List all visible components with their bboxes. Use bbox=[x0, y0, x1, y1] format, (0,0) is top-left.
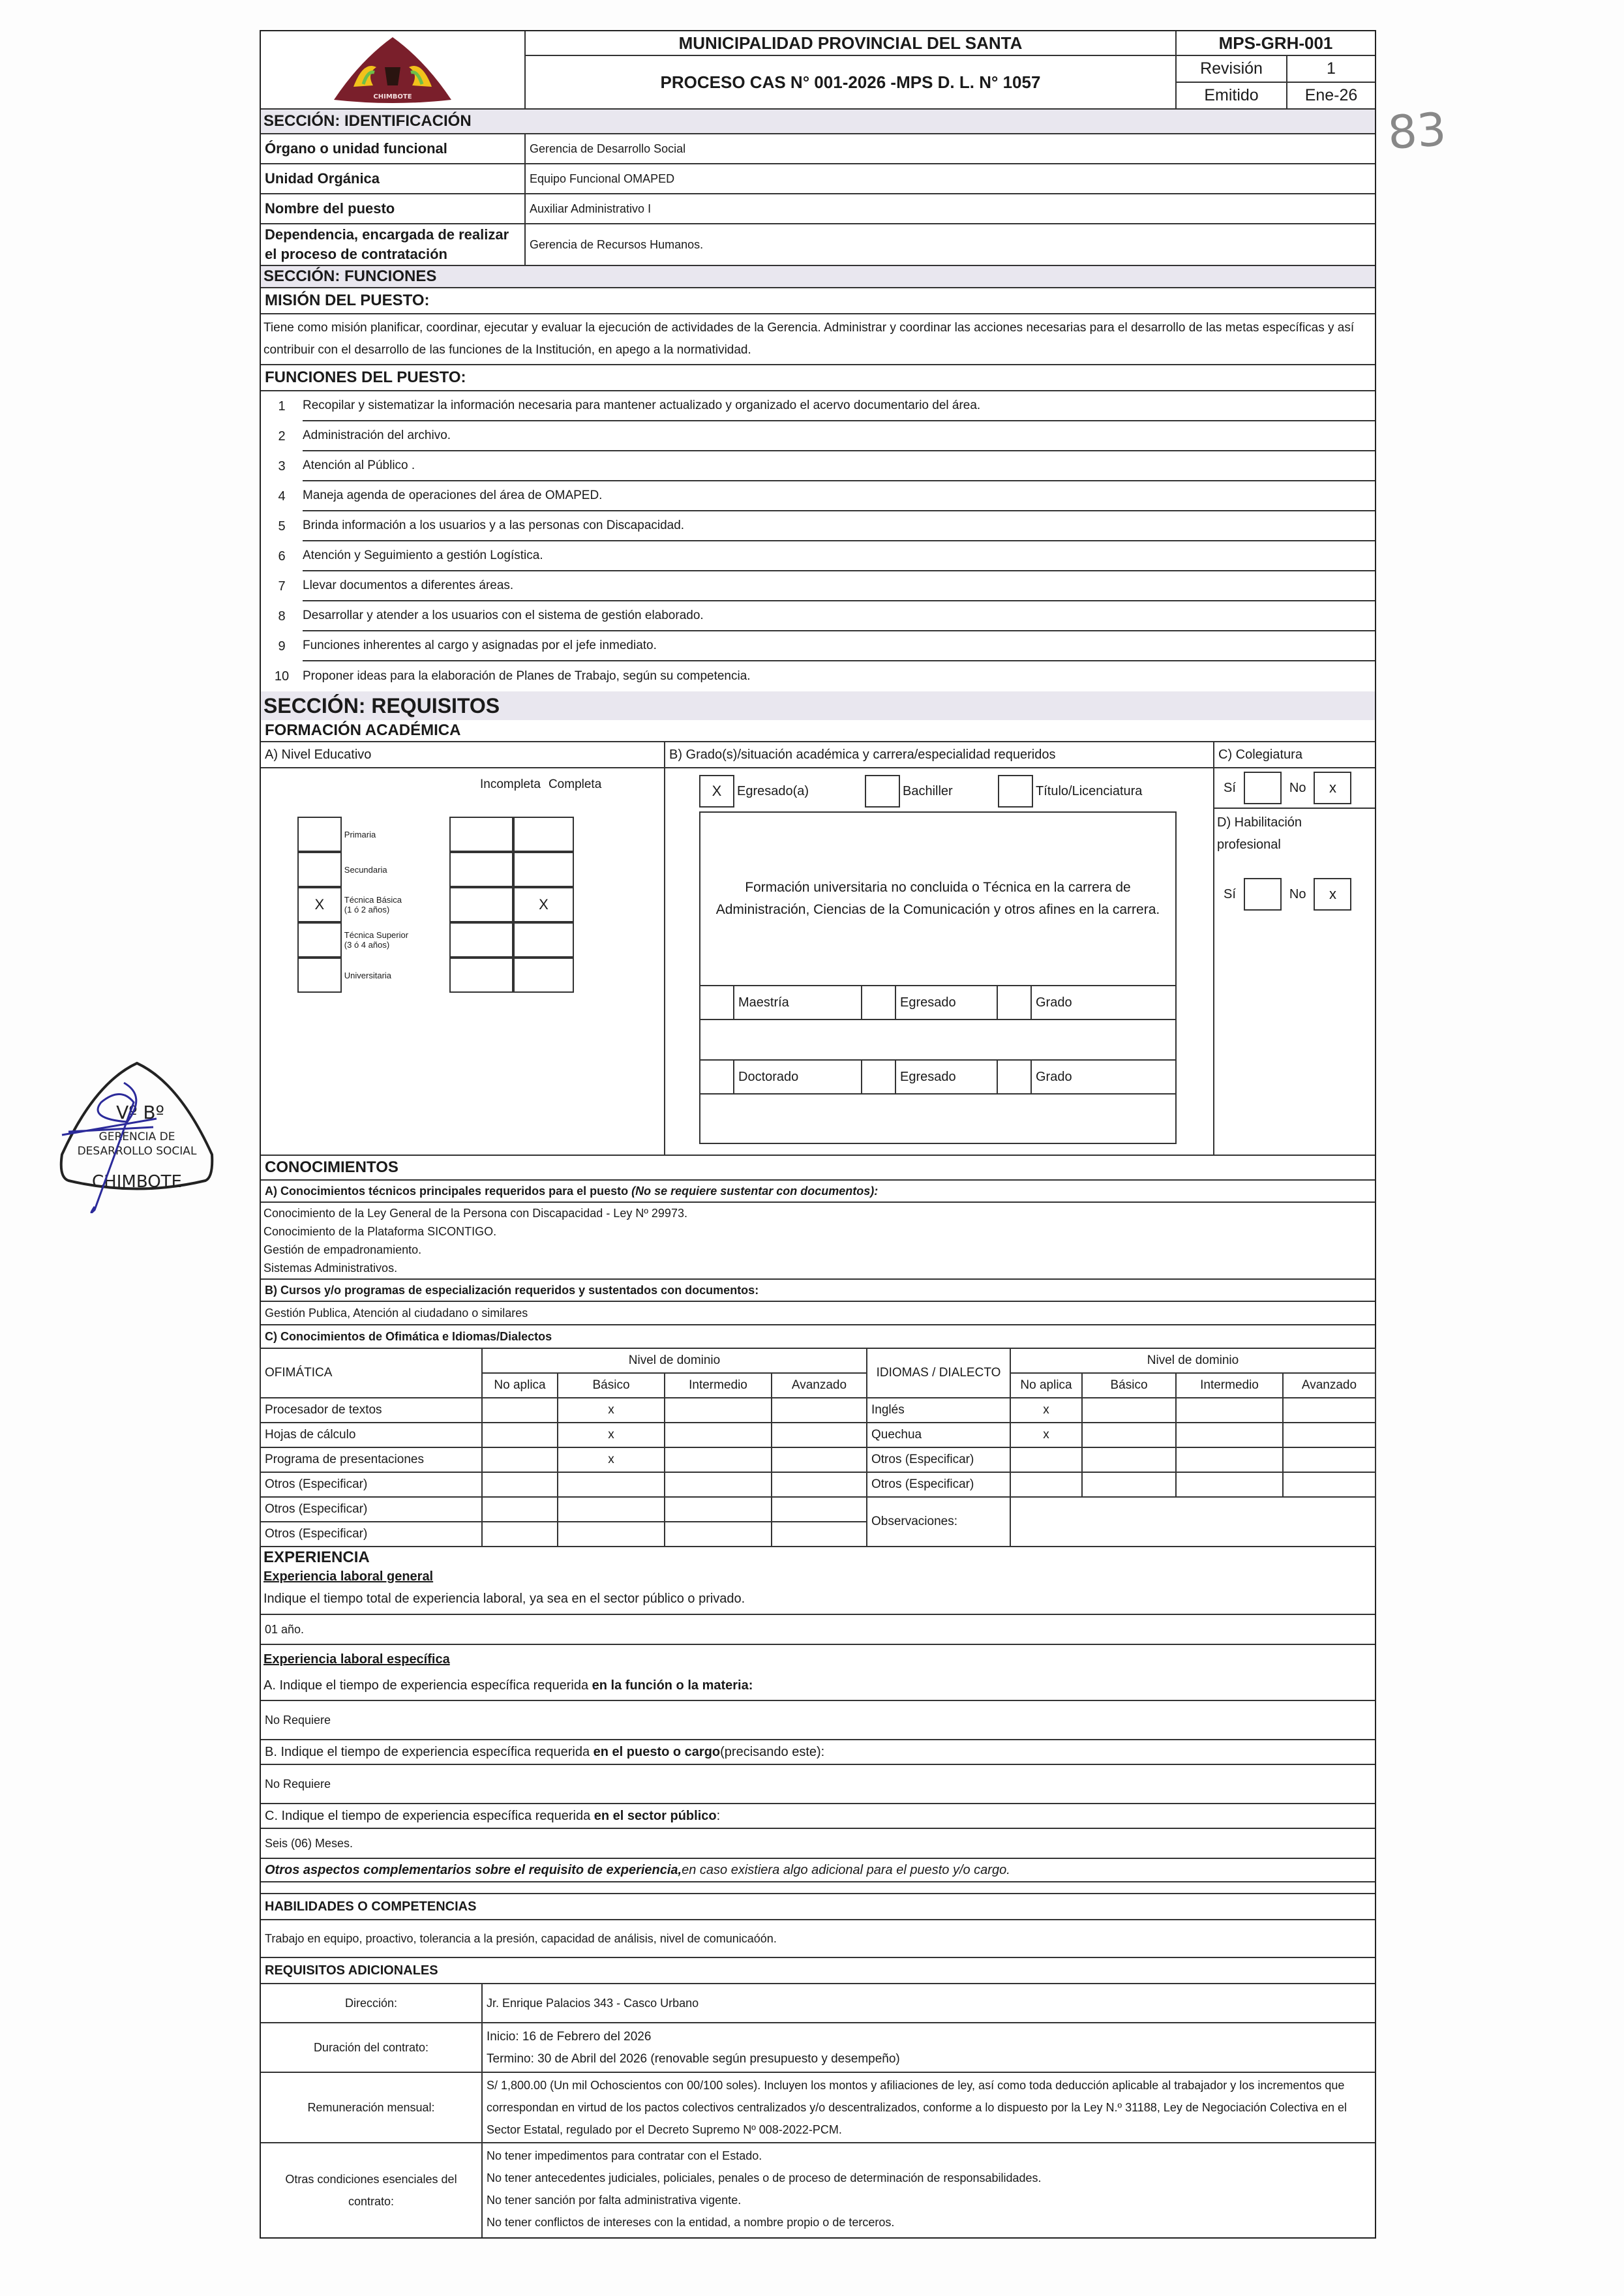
incompleta-checkbox[interactable] bbox=[449, 922, 513, 958]
adicionales-title: REQUISITOS ADICIONALES bbox=[265, 1963, 438, 1978]
table-row: Otros (Especificar) bbox=[260, 1522, 1376, 1547]
duracion-termino: Termino: 30 de Abril del 2026 (renovable según presupuesto y desempeño) bbox=[487, 2052, 900, 2066]
doctorado-field[interactable] bbox=[700, 1093, 1175, 1143]
doc-code: MPS-GRH-001 bbox=[1177, 31, 1375, 56]
incompleta-checkbox[interactable] bbox=[449, 852, 513, 887]
issued-value: Ene-26 bbox=[1304, 86, 1358, 104]
mision-text: Tiene como misión planificar, coordinar, ejecutar y evaluar la ejecución de actividades de la Gerencia. Administrar y coordinar las acciones necesarias para el desarrollo de las metas específicas y así contribuir con el desarrollo de las funciones de la Institución, en apego a la normatividad. bbox=[263, 321, 1355, 357]
id-row-value: Equipo Funcional OMAPED bbox=[530, 172, 675, 185]
process-title: PROCESO CAS N° 001-2026 -MPS D. L. N° 1057 bbox=[660, 72, 1041, 92]
section-funciones: SECCIÓN: FUNCIONES bbox=[261, 266, 1375, 288]
doctorado-egresado-checkbox[interactable] bbox=[862, 1061, 896, 1093]
formacion-headers bbox=[261, 742, 1375, 768]
nivel-checkbox[interactable]: X bbox=[297, 887, 342, 922]
completa-checkbox[interactable] bbox=[513, 852, 574, 887]
svg-text:GERENCIA DE: GERENCIA DE bbox=[98, 1130, 175, 1143]
funciones-title: FUNCIONES DEL PUESTO: bbox=[265, 369, 466, 386]
remuneracion-label: Remuneración mensual: bbox=[261, 2073, 483, 2142]
nivel-educativo-title: A) Nivel Educativo bbox=[265, 747, 372, 762]
svg-text:CHIMBOTE: CHIMBOTE bbox=[373, 93, 412, 100]
remuneracion-value: S/ 1,800.00 (Un mil Ochoscientos con 00/100 soles). Incluyen los montos y afiliaciones de ley, así como toda deducción aplicable al trabajador y los incrementos que correspondan en virtud de los pactos colectivos centralizados y/o descentralizados, conforme a lo dispuesto por la Ley N.º 31188, Ley de Negociación Colectiva en el Sector Estatal, regulado por el Decreto Supremo Nº 008-2022-PCM. bbox=[487, 2079, 1347, 2136]
nivel-checkbox[interactable] bbox=[297, 852, 342, 887]
otras-condiciones-list: No tener impedimentos para contratar con el Estado. No tener antecedentes judiciales, policiales, penales o de proceso de determinación de responsabilidades. No tener sanción por falta administrativa vigente. No tener conflictos de intereses con la entidad, a nombre propio o de terceros. bbox=[487, 2149, 1042, 2229]
funcion-item: 6 Atención y Seguimiento a gestión Logística. bbox=[261, 541, 1375, 571]
otras-condiciones-label: Otras condiciones esenciales del contrato: bbox=[261, 2143, 483, 2237]
conocimientos-title: CONOCIMIENTOS bbox=[265, 1158, 398, 1176]
id-row-value: Auxiliar Administrativo I bbox=[530, 202, 652, 215]
issued-label: Emitido bbox=[1177, 83, 1287, 108]
experiencia-a-value: No Requiere bbox=[265, 1713, 331, 1727]
col-completa: Completa bbox=[548, 778, 602, 791]
funcion-item: 4 Maneja agenda de operaciones del área de OMAPED. bbox=[261, 481, 1375, 511]
cursos-text: Gestión Publica, Atención al ciudadano o similares bbox=[265, 1306, 528, 1320]
revision-value: 1 bbox=[1327, 59, 1336, 78]
conocimientos-a-list: Conocimiento de la Ley General de la Persona con Discapacidad - Ley Nº 29973. Conocimiento de la Plataforma SICONTIGO. Gestión de empadronamiento. Sistemas Administrativos. bbox=[261, 1203, 1375, 1280]
id-row-label: Nombre del puesto bbox=[261, 194, 526, 223]
habilitacion-title: D) Habilitación profesional bbox=[1217, 815, 1302, 852]
experiencia-title: EXPERIENCIA bbox=[263, 1548, 370, 1566]
otros-aspectos-field[interactable] bbox=[261, 1882, 1375, 1894]
section-identificacion: SECCIÓN: IDENTIFICACIÓN bbox=[261, 110, 1375, 134]
funcion-item: 1 Recopilar y sistematizar la información necesaria para mantener actualizado y organizado el acervo documentario del área. bbox=[261, 391, 1375, 421]
colegiatura-no-checkbox[interactable]: x bbox=[1314, 772, 1351, 804]
maestria-checkbox[interactable] bbox=[700, 986, 734, 1019]
ofimatica-header: OFIMÁTICA bbox=[260, 1348, 482, 1398]
id-row-label: Unidad Orgánica bbox=[261, 164, 526, 193]
completa-checkbox[interactable] bbox=[513, 922, 574, 958]
otros-aspectos-title: Otros aspectos complementarios sobre el requisito de experiencia, bbox=[265, 1862, 682, 1877]
org-title: MUNICIPALIDAD PROVINCIAL DEL SANTA bbox=[526, 31, 1175, 56]
handwritten-page-number: 83 bbox=[1386, 102, 1448, 160]
section-requisitos: SECCIÓN: REQUISITOS bbox=[261, 691, 1375, 720]
colegiatura-si-checkbox[interactable] bbox=[1244, 772, 1282, 804]
experiencia-general-title: Experiencia laboral general bbox=[263, 1569, 434, 1584]
habilitacion-si-checkbox[interactable] bbox=[1244, 878, 1282, 911]
id-row-value: Gerencia de Desarrollo Social bbox=[530, 142, 686, 155]
funcion-item: 7 Llevar documentos a diferentes áreas. bbox=[261, 571, 1375, 601]
doctorado-checkbox[interactable] bbox=[700, 1061, 734, 1093]
formacion-title: FORMACIÓN ACADÉMICA bbox=[265, 721, 461, 739]
table-row: Otros (Especificar) Otros (Especificar) bbox=[260, 1472, 1376, 1497]
maestria-egresado-checkbox[interactable] bbox=[862, 986, 896, 1019]
nivel-checkbox[interactable] bbox=[297, 922, 342, 958]
duracion-label: Duración del contrato: bbox=[261, 2023, 483, 2072]
municipality-logo bbox=[261, 31, 526, 108]
table-row: Otros (Especificar) Observaciones: bbox=[260, 1497, 1376, 1522]
grado-panel: X Egresado(a) Bachiller Título/Licenciatura Formación universitaria no concluida o Técnica en la carrera de Administración, Ciencias de la Comunicación y otros afines en la carrera. Maestría Egresado Grado Doctorado Egresado Grado bbox=[664, 768, 1213, 1155]
funcion-item: 8 Desarrollar y atender a los usuarios con el sistema de gestión elaborado. bbox=[261, 601, 1375, 631]
habilidades-title: HABILIDADES O COMPETENCIAS bbox=[265, 1899, 477, 1914]
funciones-list bbox=[261, 391, 1375, 691]
funcion-item: 3 Atención al Público . bbox=[261, 451, 1375, 481]
table-row: Programa de presentaciones x Otros (Especificar) bbox=[260, 1447, 1376, 1472]
maestria-field[interactable] bbox=[700, 1019, 1175, 1059]
table-row: Procesador de textos x Inglés x bbox=[260, 1398, 1376, 1423]
job-profile-document: CHIMBOTE MUNICIPALIDAD PROVINCIAL DEL SANTA PROCESO CAS N° 001-2026 -MPS D. L. N° 1057 MPS-GRH-001 Revisión 1 Emitido Ene-26 SECCIÓN: IDENTIFICACIÓN Órgano o unidad funcional Gerencia de Desarrollo Social Unidad Orgánica Equipo Funcional OMAPED Nombre del puesto Auxiliar Administrativo I Dependencia, encargada de realizar el proceso de contratación Gerencia de Recursos Humanos. SECCIÓN: FUNCIONES MISIÓN DEL PUESTO: Tiene como misión planificar, coordinar, ejecutar y evaluar la ejecución de actividades de la Gerencia. Administrar y coordinar las acciones necesarias para el desarrollo de las metas específicas y así contribuir con el desarrollo de las funciones de la Institución, en apego a la normatividad. FUNCIONES DEL PUESTO: 1 Recopilar y sistematizar la información necesaria para mantener actualizado y organizado el acervo documentario del área. 2 Administración del archivo. 3 Atención al Público . 4 Maneja agenda de operaciones del área de OMAPED. 5 Brinda información a los usuarios y a las personas con Discapacidad. 6 Atención y Seguimiento a gestión Logística. 7 Llevar documentos a diferentes áreas. 8 Desarrollar y atender a los usuarios con el sistema de gestión elaborado. 9 Funciones inherentes al cargo y asignadas por el jefe inmediato. 10 Proponer ideas para la elaboración de Planes de Trabajo, según su competencia. SECCIÓN: REQUISITOS FORMACIÓN ACADÉMICA A) Nivel Educativo B) Grado(s)/situación académica y carrera/especialidad requeridos C) Colegiatura Incompleta Completa Primaria Secundaria X Técnica Básica (1 ó 2 años) X Técnica Superior (3 ó 4 años) Universitaria X Egresado(a) Bachiller Título/Licenciatura Formación universitaria no concluida o Técnica en la carrera de Administración, Ciencias de la Comunicación y otros afines en la carrera. Maestría Egresado Grado Doctorado Egresado Grado Sí No x D) Habilitación profesional Sí No x CONOCIMIENTOS A) Conocimientos técnicos principales requeridos para el puesto (No se requiere sustentar con documentos): Conocimiento de la Ley General de la Persona con Discapacidad - Ley Nº 29973. Conocimiento de la Plataforma SICONTIGO. Gestión de empadronamiento. Sistemas Administrativos. B) Cursos y/o programas de especialización requeridos y sustentados con documentos: Gestión Publica, Atención al ciudadano o similares C) Conocimientos de Ofimática e Idiomas/Dialectos OFIMÁTICA Nivel de dominio IDIOMAS / DIALECTO Nivel de dominio No aplica Básico Intermedio Avanzado No aplica Básico Intermedio Avanzado Procesador de textos x Inglés x Hojas de cálculo x Quechua x Programa de presentaciones x Otros (Especificar) Otros (Especificar) Otros (Especificar) Otros (Especificar) Observaciones: Otros (Especificar) EXPERIENCIA Experiencia laboral general Indique el tiempo total de experiencia laboral, ya sea en el sector público o privado. 01 año. Experiencia laboral específica A. Indique el tiempo de experiencia específica requerida en la función o la materia: No Requiere B. Indique el tiempo de experiencia específica requerida en el puesto o cargo (precisando este): No Requiere C. Indique el tiempo de experiencia específica requerida en el sector público : Seis (06) Meses. Otros aspectos complementarios sobre el requisito de experiencia, en caso existiera algo adicional para el puesto y/o cargo. HABILIDADES O COMPETENCIAS Trabajo en equipo, proactivo, tolerancia a la presión, capacidad de análisis, nivel de comunicaóón. REQUISITOS ADICIONALES Dirección: Jr. Enrique Palacios 343 - Casco Urbano Duración del contrato: Inicio: 16 de Febrero del 2026 Termino: 30 de Abril del 2026 (renovable según presupuesto y desempeño) Remuneración mensual: S/ 1,800.00 (Un mil Ochoscientos con 00/100 soles). Incluyen los montos y afiliaciones de ley, así como toda deducción aplicable al trabajador y los incrementos que correspondan en virtud de los pactos colectivos centralizados y/o descentralizados, conforme a lo dispuesto por la Ley N.º 31188, Ley de Negociación Colectiva en el Sector Estatal, regulado por el Decreto Supremo Nº 008-2022-PCM. Otras condiciones esenciales del contrato: No tener impedimentos para contratar con el Estado. No tener antecedentes judiciales, policiales, penales o de proceso de determinación de responsabilidades. No tener sanción por falta administrativa vigente. No tener conflictos de intereses con la entidad, a nombre propio o de terceros. bbox=[260, 30, 1376, 2239]
id-row bbox=[261, 134, 1375, 164]
id-row bbox=[261, 164, 1375, 194]
direccion-label: Dirección: bbox=[261, 1984, 483, 2022]
colegiatura-panel: Sí No x D) Habilitación profesional Sí No x bbox=[1213, 768, 1375, 1155]
svg-text:CHIMBOTE: CHIMBOTE bbox=[92, 1172, 182, 1192]
habilidades-text: Trabajo en equipo, proactivo, tolerancia a la presión, capacidad de análisis, nivel de comunicaóón. bbox=[265, 1931, 777, 1945]
observaciones-field[interactable] bbox=[1010, 1497, 1376, 1547]
funcion-item: 2 Administración del archivo. bbox=[261, 421, 1375, 451]
completa-checkbox[interactable]: X bbox=[513, 887, 574, 922]
observaciones-label: Observaciones: bbox=[867, 1497, 1010, 1547]
egresado-checkbox[interactable]: X bbox=[699, 775, 734, 808]
conocimientos-a-title: A) Conocimientos técnicos principales requeridos para el puesto bbox=[265, 1184, 629, 1198]
experiencia-c-value: Seis (06) Meses. bbox=[265, 1836, 353, 1850]
svg-text:DESARROLLO SOCIAL: DESARROLLO SOCIAL bbox=[77, 1145, 197, 1158]
id-row bbox=[261, 224, 1375, 266]
revision-label: Revisión bbox=[1177, 56, 1287, 82]
nivel-checkbox[interactable] bbox=[297, 958, 342, 993]
incompleta-checkbox[interactable] bbox=[449, 817, 513, 852]
habilitacion-no-checkbox[interactable]: x bbox=[1314, 878, 1351, 911]
ofimatica-idiomas-title: C) Conocimientos de Ofimática e Idiomas/Dialectos bbox=[265, 1329, 552, 1343]
experiencia-general-value: 01 año. bbox=[265, 1622, 305, 1636]
duracion-inicio: Inicio: 16 de Febrero del 2026 bbox=[487, 2030, 652, 2044]
bachiller-checkbox[interactable] bbox=[865, 775, 900, 808]
id-row-value: Gerencia de Recursos Humanos. bbox=[530, 237, 704, 251]
titulo-checkbox[interactable] bbox=[998, 775, 1033, 808]
idiomas-header: IDIOMAS / DIALECTO bbox=[867, 1348, 1010, 1398]
experiencia-b-value: No Requiere bbox=[265, 1777, 331, 1790]
maestria-grado-checkbox[interactable] bbox=[998, 986, 1032, 1019]
completa-checkbox[interactable] bbox=[513, 958, 574, 993]
doctorado-grado-checkbox[interactable] bbox=[998, 1061, 1032, 1093]
carrera-description: Formación universitaria no concluida o Técnica en la carrera de Administración, Ciencias de la Comunicación y otros afines en la carrera. bbox=[715, 880, 1160, 917]
experiencia-especifica-title: Experiencia laboral específica bbox=[263, 1652, 450, 1667]
col-incompleta: Incompleta bbox=[480, 778, 541, 791]
table-row: Hojas de cálculo x Quechua x bbox=[260, 1423, 1376, 1447]
cursos-title: B) Cursos y/o programas de especialización requeridos y sustentados con documentos: bbox=[265, 1283, 759, 1297]
colegiatura-title: C) Colegiatura bbox=[1213, 742, 1375, 767]
funcion-item: 10 Proponer ideas para la elaboración de Planes de Trabajo, según su competencia. bbox=[274, 669, 751, 684]
funcion-item: 5 Brinda información a los usuarios y a las personas con Discapacidad. bbox=[261, 511, 1375, 541]
id-row-label: Dependencia, encargada de realizar el proceso de contratación bbox=[261, 224, 526, 265]
grado-title: B) Grado(s)/situación académica y carrera/especialidad requeridos bbox=[664, 742, 1213, 767]
experiencia-general-question: Indique el tiempo total de experiencia laboral, ya sea en el sector público o privado. bbox=[263, 1592, 745, 1606]
svg-text:Vº Bº: Vº Bº bbox=[116, 1102, 164, 1123]
mision-title: MISIÓN DEL PUESTO: bbox=[265, 292, 430, 309]
id-row bbox=[261, 194, 1375, 224]
incompleta-checkbox[interactable] bbox=[449, 958, 513, 993]
nivel-checkbox[interactable] bbox=[297, 817, 342, 852]
funcion-item: 9 Funciones inherentes al cargo y asignadas por el jefe inmediato. bbox=[261, 631, 1375, 661]
nivel-educativo-panel: Incompleta Completa Primaria Secundaria X Técnica Básica (1 ó 2 años) X Técnica Superior (3 ó 4 años) Universitaria bbox=[261, 768, 664, 1155]
document-header bbox=[261, 31, 1375, 110]
id-row-label: Órgano o unidad funcional bbox=[261, 134, 526, 163]
direccion-value: Jr. Enrique Palacios 343 - Casco Urbano bbox=[487, 1996, 699, 2010]
completa-checkbox[interactable] bbox=[513, 817, 574, 852]
approval-stamp bbox=[49, 1057, 225, 1213]
formacion-body bbox=[261, 768, 1375, 1156]
incompleta-checkbox[interactable] bbox=[449, 887, 513, 922]
ofimatica-idiomas-table: OFIMÁTICA Nivel de dominio IDIOMAS / DIALECTO Nivel de dominio No aplica Básico Intermedio Avanzado No aplica Básico Intermedio Avanzado Procesador de textos x Inglés x Hojas de cálculo x Quechua x Programa de presentaciones x Otros (Especificar) Otros (Especificar) Otros (Especificar) Otros (Especificar) Observaciones: Otros (Especificar) bbox=[260, 1348, 1376, 1547]
